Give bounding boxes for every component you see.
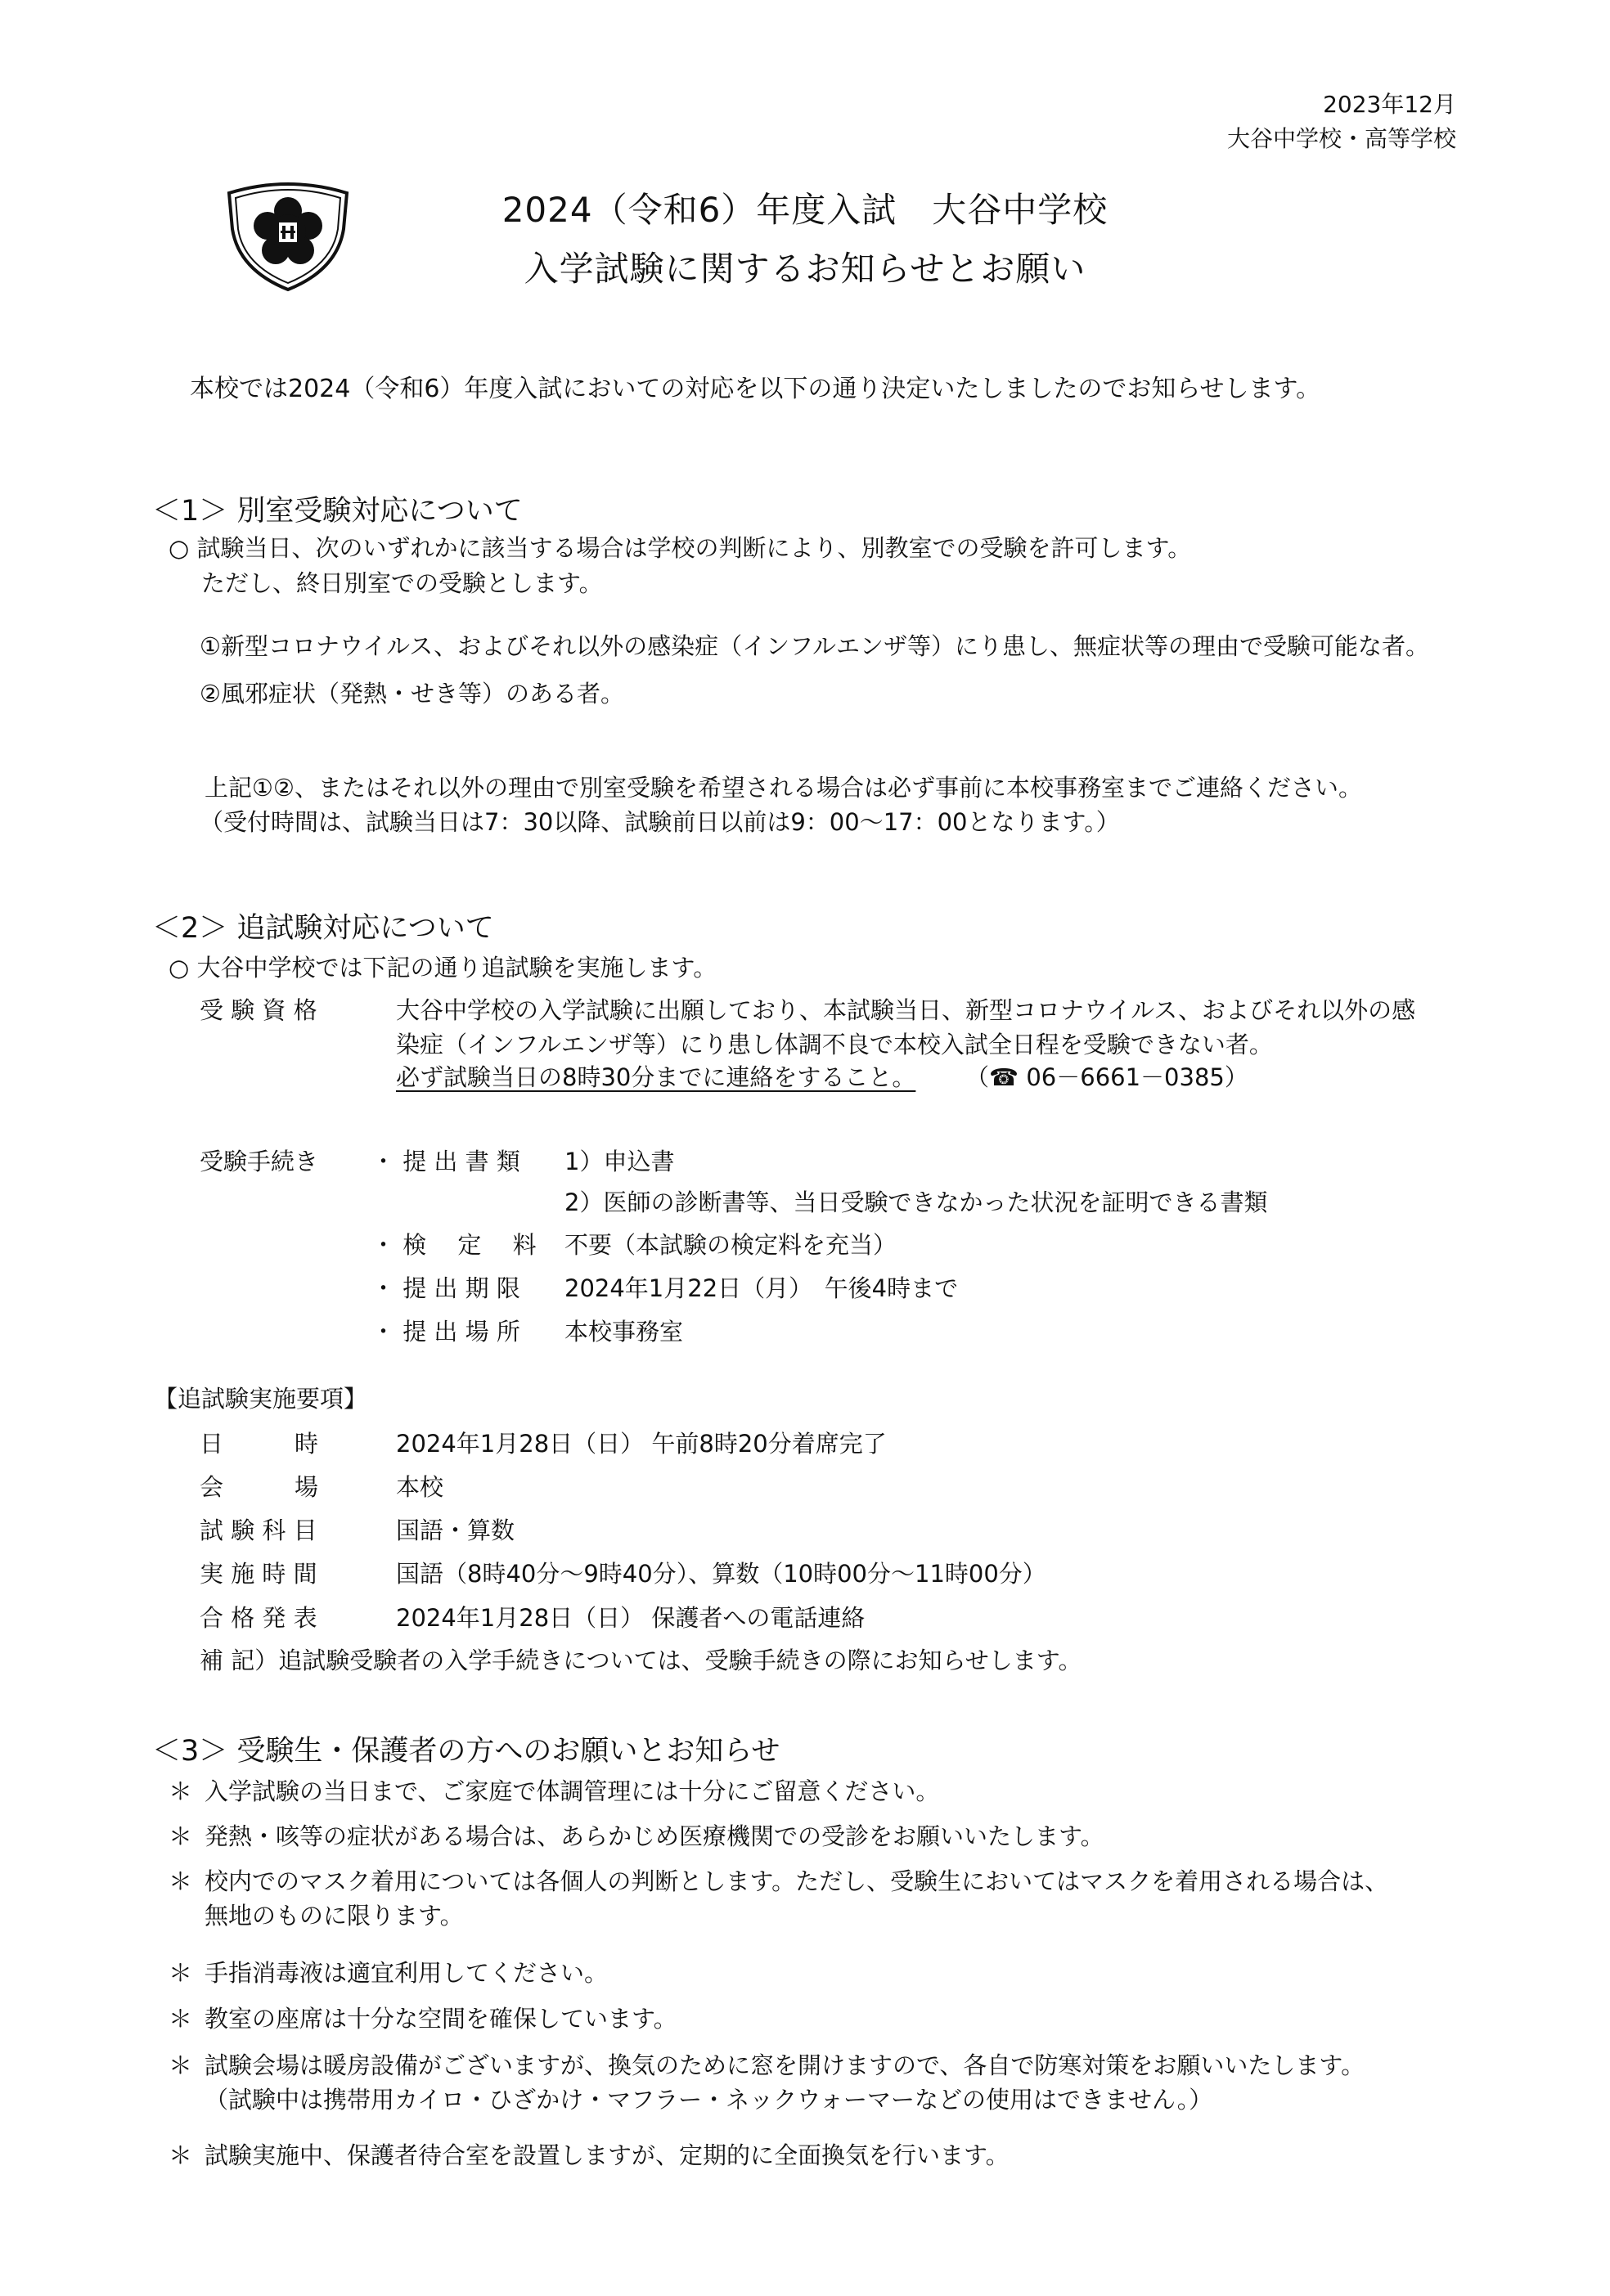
procedure-item-label: ・ 提 出 期 限 — [371, 1274, 520, 1302]
exam-details-heading: 【追試験実施要項】 — [154, 1385, 368, 1413]
phone-number: （☎ 06－6661－0385） — [965, 1063, 1248, 1091]
exam-detail-label: 実 施 時 間 — [200, 1560, 317, 1588]
notice-item: 手指消毒液は適宜利用してください。 — [205, 1959, 609, 1987]
title-line-1: 2024（令和6）年度入試 大谷中学校 — [501, 190, 1109, 230]
procedure-item-label: ・ 検 定 料 — [371, 1231, 537, 1259]
exam-detail-value: 国語・算数 — [396, 1516, 515, 1544]
bullet-mark: ＊ — [169, 1777, 193, 1805]
section-1-paragraph: ○ 試験当日、次のいずれかに該当する場合は学校の判断により、別教室での受験を許可します。 — [169, 534, 1192, 562]
notice-item: 教室の座席は十分な空間を確保しています。 — [205, 2005, 677, 2033]
section-1-note: 上記①②、またはそれ以外の理由で別室受験を希望される場合は必ず事前に本校事務室までご連絡ください。 — [205, 774, 1362, 802]
exam-detail-value: 2024年1月28日（日） 午前8時20分着席完了 — [396, 1430, 887, 1458]
section-1-paragraph: ただし、終日別室での受験とします。 — [201, 569, 603, 597]
procedure-item-value: 不要（本試験の検定料を充当） — [564, 1231, 897, 1259]
exam-detail-value: 国語（8時40分～9時40分）、算数（10時00分～11時00分） — [396, 1560, 1046, 1588]
procedure-label: 受験手続き — [200, 1148, 319, 1175]
procedure-item-label: ・ 提 出 書 類 — [371, 1148, 520, 1175]
contact-deadline-notice: 必ず試験当日の8時30分までに連絡をすること。 — [396, 1063, 916, 1091]
section-1-note: （受付時間は、試験当日は7：30以降、試験前日以前は9：00～17：00となります。） — [200, 808, 1120, 836]
qualification-text: 染症（インフルエンザ等）にり患し体調不良で本校入試全日程を受験できない者。 — [396, 1031, 1273, 1058]
exam-detail-label: 試 験 科 目 — [200, 1516, 317, 1544]
procedure-item-value: 本校事務室 — [564, 1318, 684, 1346]
exam-detail-value: 本校 — [396, 1473, 444, 1501]
supplementary-note: 補 記）追試験受験者の入学手続きについては、受験手続きの際にお知らせします。 — [200, 1647, 1082, 1674]
procedure-item-label: ・ 提 出 場 所 — [371, 1318, 520, 1346]
bullet-mark: ＊ — [169, 1959, 193, 1987]
notice-item: 試験実施中、保護者待合室を設置しますが、定期的に全面換気を行います。 — [205, 2141, 1010, 2169]
bullet-mark: ＊ — [169, 1822, 193, 1850]
procedure-item-value: 2024年1月22日（月） 午後4時まで — [564, 1274, 959, 1302]
exam-detail-label: 会 場 — [200, 1473, 319, 1501]
bullet-mark: ＊ — [169, 1867, 193, 1895]
section-3-heading: ＜3＞ 受験生・保護者の方へのお願いとお知らせ — [152, 1735, 780, 1768]
notice-item: 発熱・咳等の症状がある場合は、あらかじめ医療機関での受診をお願いいたします。 — [205, 1822, 1104, 1850]
document-date: 2023年12月 — [1323, 91, 1456, 118]
section-2-paragraph: ○ 大谷中学校では下記の通り追試験を実施します。 — [169, 954, 717, 982]
title-line-2: 入学試験に関するお知らせとお願い — [524, 249, 1086, 289]
intro-text: 本校では2024（令和6）年度入試においての対応を以下の通り決定いたしましたのでお知らせします。 — [190, 375, 1321, 403]
notice-item-continued: （試験中は携帯用カイロ・ひざかけ・マフラー・ネックウォーマーなどの使用はできません。） — [205, 2086, 1213, 2114]
procedure-item-value: 2）医師の診断書等、当日受験できなかった状況を証明できる書類 — [564, 1188, 1268, 1216]
exam-detail-label: 日 時 — [200, 1430, 319, 1458]
exam-detail-label: 合 格 発 表 — [200, 1604, 317, 1632]
bullet-mark: ＊ — [169, 2051, 193, 2079]
condition-item-1: ①新型コロナウイルス、およびそれ以外の感染症（インフルエンザ等）にり患し、無症状等の理由で受験可能な者。 — [200, 632, 1429, 660]
condition-item-2: ②風邪症状（発熱・せき等）のある者。 — [200, 680, 624, 708]
exam-detail-value: 2024年1月28日（日） 保護者への電話連絡 — [396, 1604, 866, 1632]
procedure-item-value: 1）申込書 — [564, 1148, 675, 1175]
qualification-text: 大谷中学校の入学試験に出願しており、本試験当日、新型コロナウイルス、およびそれ以外の感 — [396, 996, 1416, 1024]
qualification-label: 受 験 資 格 — [200, 996, 317, 1024]
notice-item-continued: 無地のものに限ります。 — [205, 1902, 464, 1930]
notice-item: 入学試験の当日まで、ご家庭で体調管理には十分にご留意ください。 — [205, 1777, 940, 1805]
section-1-heading: ＜1＞ 別室受験対応について — [152, 495, 523, 528]
school-name: 大谷中学校・高等学校 — [1226, 125, 1456, 152]
bullet-mark: ＊ — [169, 2141, 193, 2169]
notice-item: 校内でのマスク着用については各個人の判断とします。ただし、受験生においてはマスクを着用される場合は、 — [205, 1867, 1389, 1895]
bullet-mark: ＊ — [169, 2005, 193, 2033]
notice-item: 試験会場は暖房設備がございますが、換気のために窓を開けますので、各自で防寒対策をお願いいたします。 — [205, 2051, 1365, 2079]
section-2-heading: ＜2＞ 追試験対応について — [152, 912, 494, 945]
